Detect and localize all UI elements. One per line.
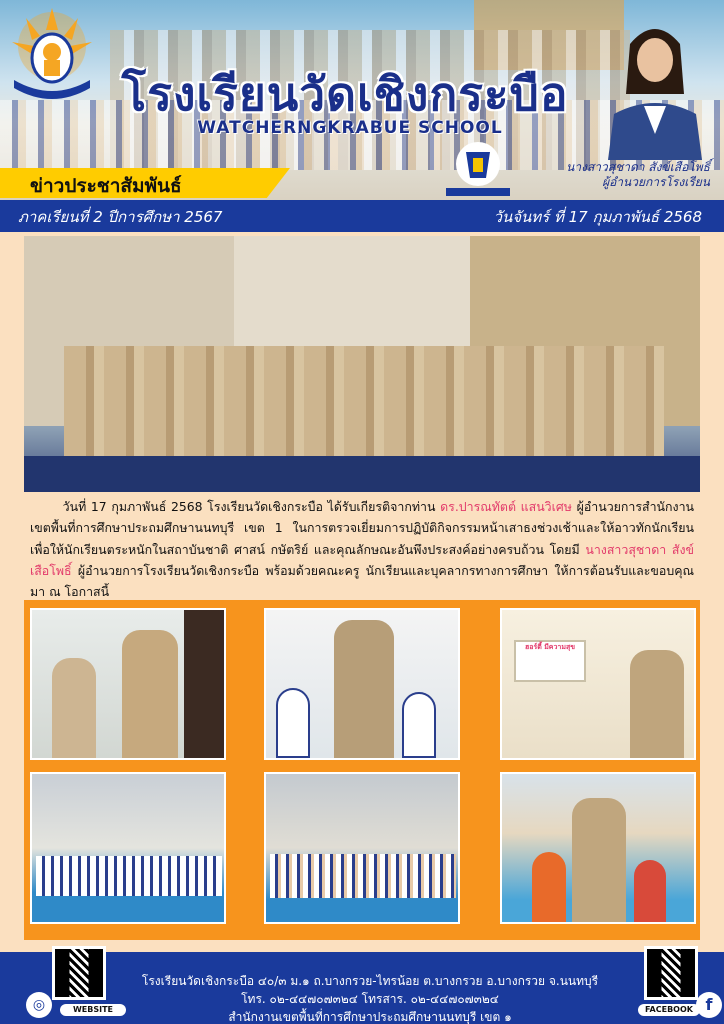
body-text-3: ผู้อำนวยการโรงเรียนวัดเชิงกระบือ พร้อมด้วยคณะครู นักเรียนและบุคลากรทางการศึกษา ให้การต้อนรับและขอบคุณมา ณ โอกาสนี้	[30, 562, 694, 600]
gallery-photo-6	[500, 772, 696, 924]
website-qr-code[interactable]	[52, 946, 106, 1000]
gallery-photo-2	[264, 608, 460, 760]
body-text-1: วันที่ 17 กุมภาพันธ์ 2568 โรงเรียนวัดเชิงกระบือ ได้รับเกียรติจากท่าน	[62, 499, 441, 514]
area-office: สำนักงานเขตพื้นที่การศึกษาประถมศึกษานนทบุรี เขต ๑	[228, 1010, 512, 1024]
school-name-thai: โรงเรียนวัดเชิงกระบือ	[121, 67, 569, 121]
news-body	[30, 496, 694, 602]
facebook-label[interactable]: FACEBOOK	[638, 1004, 700, 1016]
school-address: โรงเรียนวัดเชิงกระบือ ๔๐/๓ ม.๑ ถ.บางกรวย-ไทรน้อย ต.บางกรวย อ.บางกรวย จ.นนทบุรี	[141, 974, 599, 988]
academic-term: ภาคเรียนที่ 2 ปีการศึกษา 2567	[18, 208, 223, 226]
school-phone: โทร. ๐๒-๔๔๗๐๗๓๒๔ โทรสาร. ๐๒-๔๔๗๐๗๓๒๔	[241, 992, 499, 1006]
gallery-photo-4	[30, 772, 226, 924]
header-banner	[0, 0, 724, 206]
gallery-photo-banner: ฮอร์ตี้ มีความสุข	[514, 640, 586, 682]
main-group-photo	[24, 236, 700, 492]
director-portrait	[600, 14, 710, 160]
school-logo-icon	[6, 6, 98, 106]
globe-icon[interactable]: ◎	[26, 992, 52, 1018]
highlight-guest-name: ดร.ปารณทัตต์ แสนวิเศษ	[440, 499, 572, 514]
gallery-photo-5	[264, 772, 460, 924]
news-title: ข่าวประชาสัมพันธ์	[30, 175, 182, 197]
facebook-qr-code[interactable]	[644, 946, 698, 1000]
gallery-photo-1	[30, 608, 226, 760]
obec-emblem-icon	[440, 138, 516, 200]
photo-gallery	[24, 600, 700, 940]
body-text-2: ผู้อำนวยการสำนักงานเขตพื้นที่การศึกษาประถมศึกษานนทบุรี เขต 1 ในการตรวจเยี่ยมการปฏิบัติกิจกรรมหน้าเสาธงช่วงเช้าและให้อาวทักนักเรียน เพื่อให้นักเรียนตระหนักในสถาบันชาติ ศาสน์ กษัตริย์ และคุณลักษณะอันพึงประสงค์อย่างครบถ้วน โดยมี	[30, 499, 695, 557]
director-name: นางสาวสุชาดา สังข์เสือโพธิ์	[566, 160, 710, 174]
news-date: วันจันทร์ ที่ 17 กุมภาพันธ์ 2568	[493, 208, 702, 226]
website-label[interactable]: WEBSITE	[60, 1004, 126, 1016]
school-name-english: WATCHERNGKRABUE SCHOOL	[197, 118, 503, 138]
facebook-icon[interactable]: f	[696, 992, 722, 1018]
footer	[0, 952, 724, 1024]
gallery-photo-3	[500, 608, 696, 760]
highlight-director-name: นางสาวสุชาดา สังข์เสือโพธิ์	[30, 541, 694, 578]
director-title: ผู้อำนวยการโรงเรียน	[602, 175, 710, 189]
